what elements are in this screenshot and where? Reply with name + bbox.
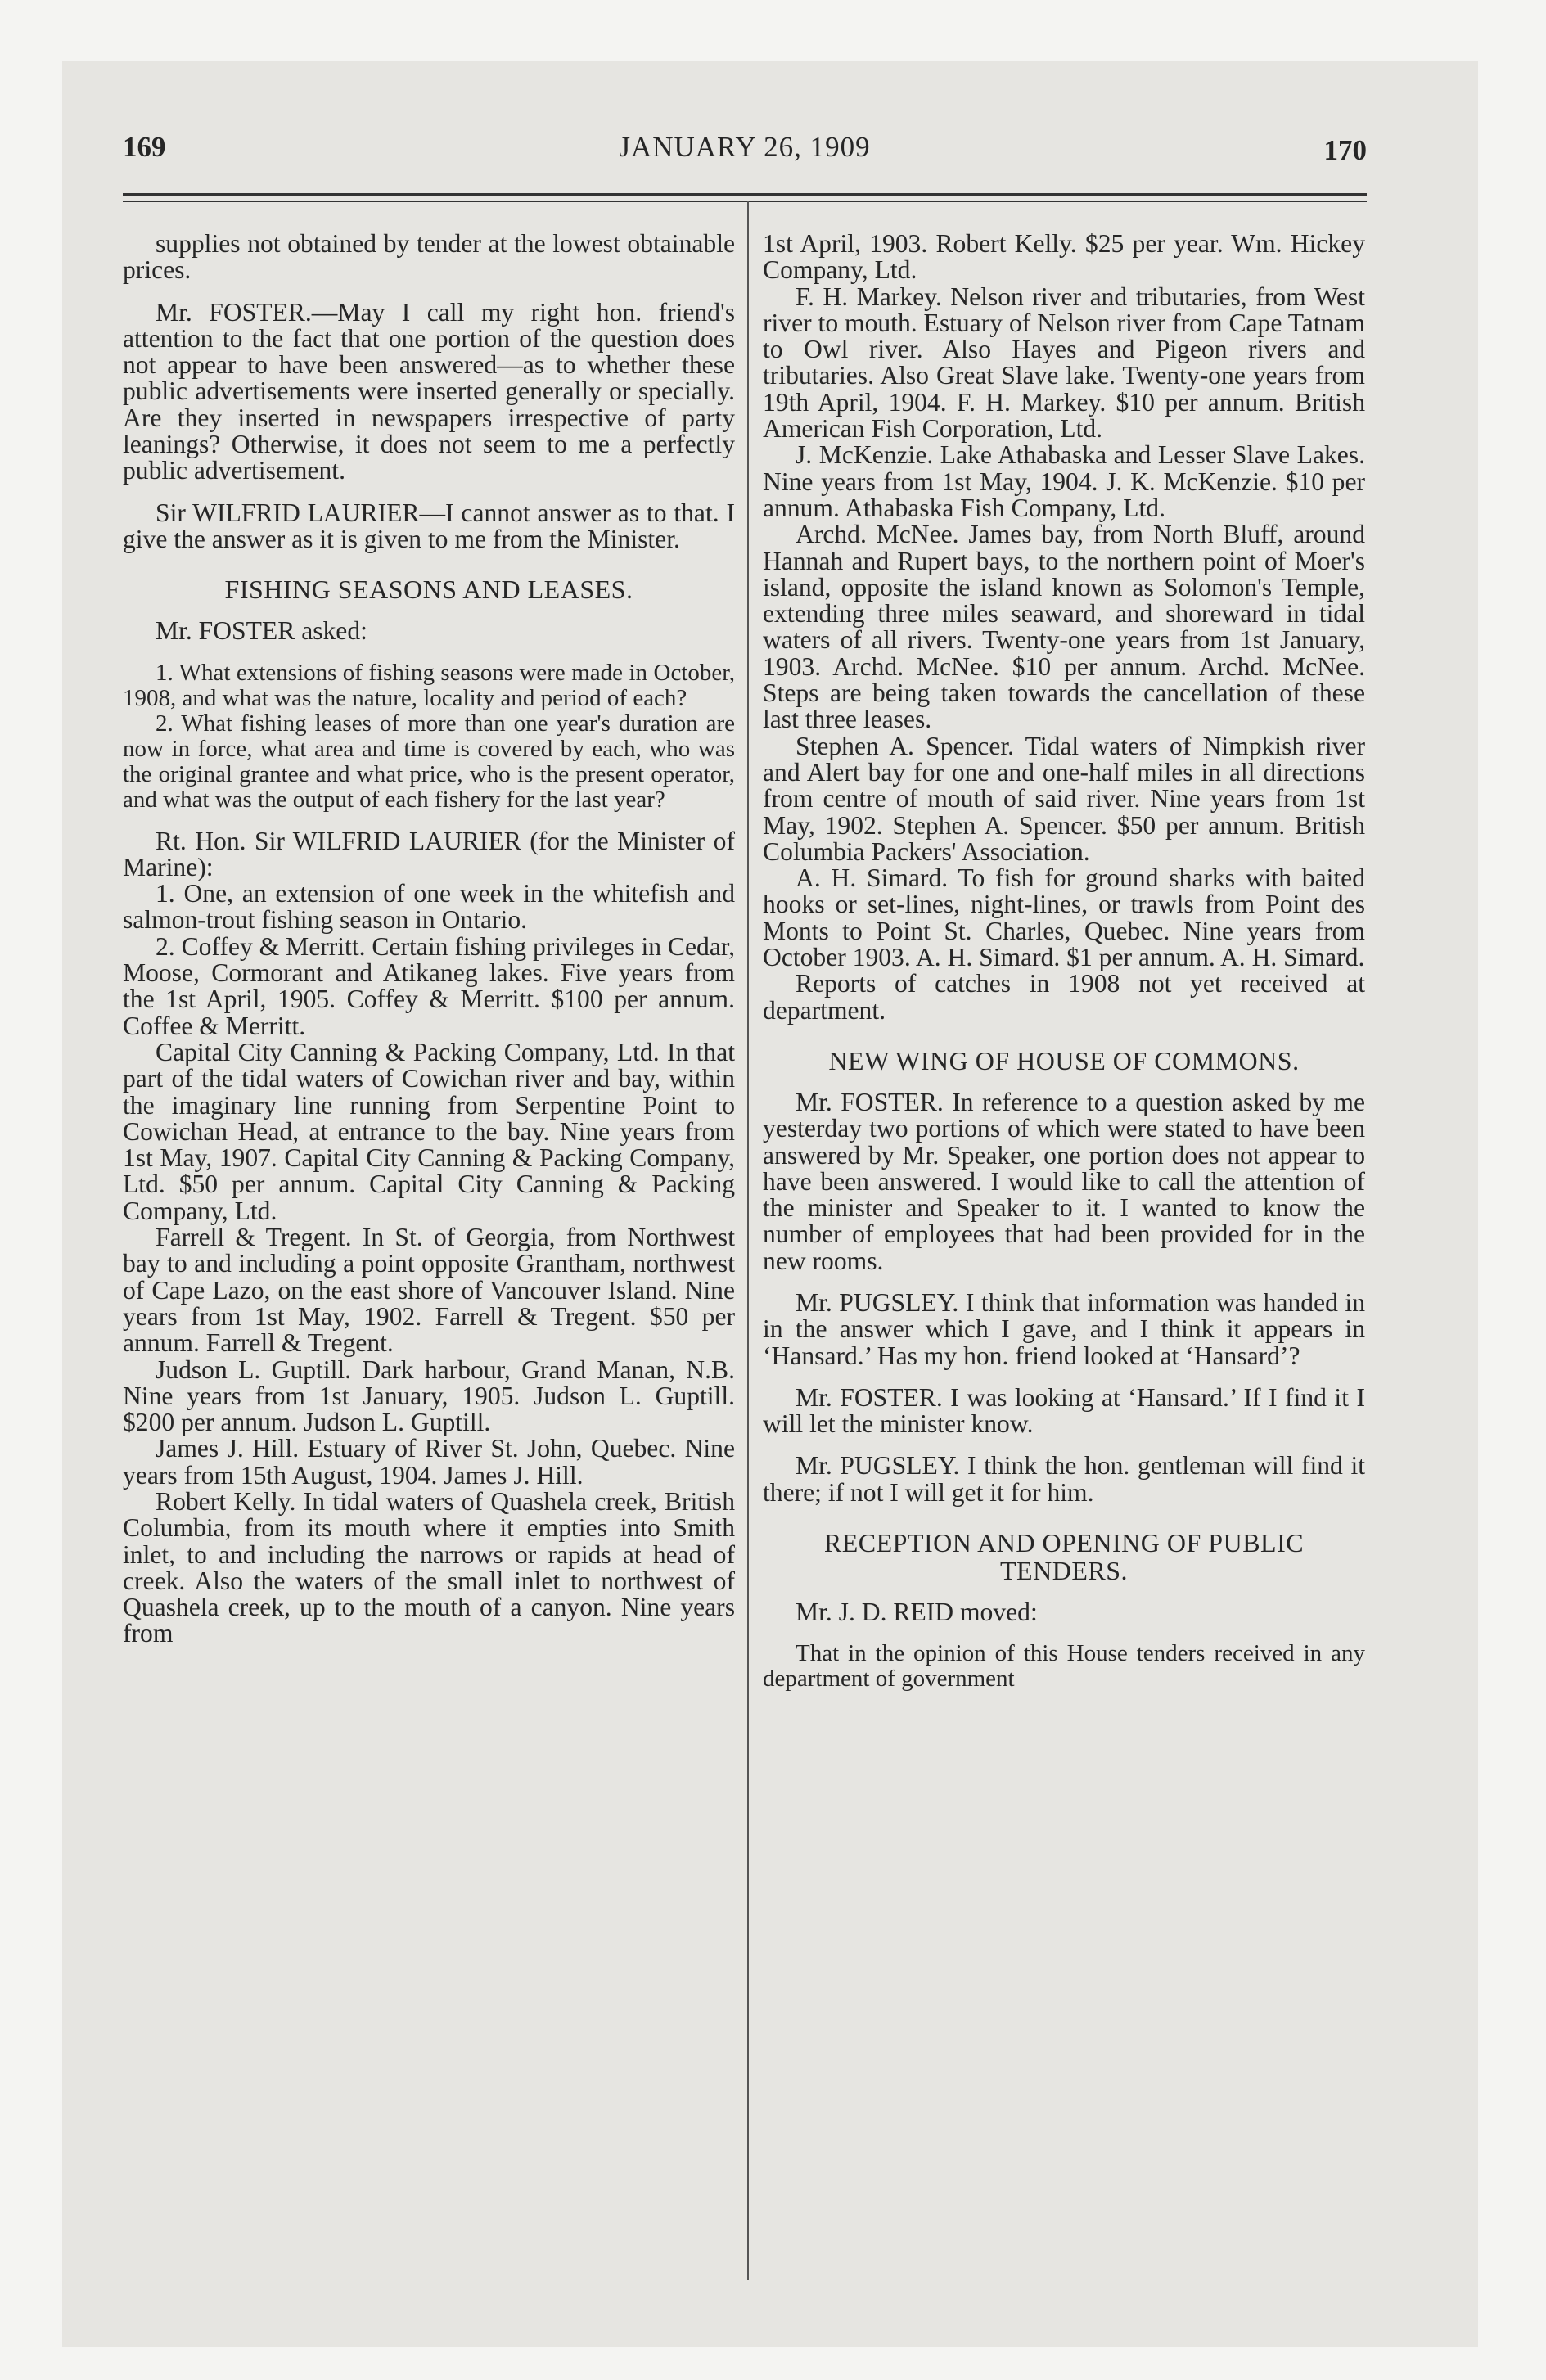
page-number-left: 169 xyxy=(123,131,166,163)
left-column xyxy=(123,231,735,1648)
paragraph: 1st April, 1903. Robert Kelly. $25 per year. Wm. Hickey Company, Ltd. xyxy=(763,229,1365,285)
paragraph: J. McKenzie. Lake Athabaska and Lesser Slave Lakes. Nine years from 1st May, 1904. J. K. McKenzie. $10 per annum. Athabaska Fish Company, Ltd. xyxy=(763,440,1365,522)
paragraph: Mr. PUGSLEY. I think the hon. gentleman will find it there; if not I will get it for him. xyxy=(763,1451,1365,1507)
paragraph: 1. One, an extension of one week in the whitefish and salmon-trout fishing season in Ontario. xyxy=(123,879,735,935)
paragraph: Mr. FOSTER. In reference to a question asked by me yesterday two portions of which were stated to have been answered by Mr. Speaker, one portion does not appear to have been answered. I would like to call the attention of the minister and Speaker to it. I wanted to know the number of employees that had been provided for in the new rooms. xyxy=(763,1087,1365,1275)
section-heading-new-wing: NEW WING OF HOUSE OF COMMONS. xyxy=(828,1045,1300,1075)
paragraph: Farrell & Tregent. In St. of Georgia, from Northwest bay to and including a point opposite Grantham, northwest of Cape Lazo, on the east shore of Vancouver Island. Nine years from 1st May, 1902. Farrell & Tregent. $50 per annum. Farrell & Tregent. xyxy=(123,1223,735,1358)
paragraph: Stephen A. Spencer. Tidal waters of Nimpkish river and Alert bay for one and one-half miles in all directions from centre of mouth of said river. Nine years from 1st May, 1902. Stephen A. Spencer. $50 per annum. British Columbia Packers' Association. xyxy=(763,731,1365,866)
paragraph: Archd. McNee. James bay, from North Bluff, around Hannah and Rupert bays, to the northern point of Moer's island, opposite the island known as Solomon's Temple, extending three miles seaward, and shoreward in tidal waters of all rivers. Twenty-one years from 1st January, 1903. Archd. McNee. $10 per annum. Archd. McNee. Steps are being taken towards the cancellation of these last three leases. xyxy=(763,520,1365,734)
paragraph: Reports of catches in 1908 not yet received at department. xyxy=(763,969,1365,1025)
paragraph: Mr. FOSTER. I was looking at ‘Hansard.’ If I find it I will let the minister know. xyxy=(763,1382,1365,1439)
right-column xyxy=(763,231,1365,1692)
column-divider xyxy=(747,201,749,2280)
page-date-title: JANUARY 26, 1909 xyxy=(619,131,871,163)
paragraph: James J. Hill. Estuary of River St. John, Quebec. Nine years from 15th August, 1904. James J. Hill. xyxy=(123,1434,735,1490)
page-header xyxy=(123,131,1367,172)
section-heading-public-tenders: RECEPTION AND OPENING OF PUBLIC TENDERS. xyxy=(823,1528,1305,1586)
header-rule-thin xyxy=(123,201,1367,202)
page-number-right: 170 xyxy=(1323,134,1367,166)
question-text: 2. What fishing leases of more than one year's duration are now in force, what area and time is covered by each, who was the original grantee and what price, who is the present operator, and what was the output of each fishery for the last year? xyxy=(123,710,735,813)
paragraph: A. H. Simard. To fish for ground sharks with baited hooks or set-lines, night-lines, or trawls from Point des Monts to Point St. Charles, Quebec. Nine years from October 1903. A. H. Simard. $1 per annum. A. H. Simard. xyxy=(763,863,1365,972)
header-rule-thick xyxy=(123,193,1367,196)
paragraph: 2. Coffey & Merritt. Certain fishing privileges in Cedar, Moose, Cormorant and Atikaneg lakes. Five years from the 1st April, 1905. Coffey & Merritt. $100 per annum. Coffee & Merritt. xyxy=(123,931,735,1040)
paragraph: Sir WILFRID LAURIER—I cannot answer as to that. I give the answer as it is given to me from the Minister. xyxy=(123,498,735,553)
paragraph: Robert Kelly. In tidal waters of Quashela creek, British Columbia, from its mouth where it empties into Smith inlet, to and including the narrows or rapids at head of creek. Also the waters of the small inlet to northwest of Quashela creek, up to the mouth of a canyon. Nine years from xyxy=(123,1486,735,1648)
paragraph: F. H. Markey. Nelson river and tributaries, from West river to mouth. Estuary of Nelson river from Cape Tatnam to Owl river. Also Hayes and Pigeon rivers and tributaries. Also Great Slave lake. Twenty-one years from 19th April, 1904. F. H. Markey. $10 per annum. British American Fish Corporation, Ltd. xyxy=(763,282,1365,444)
paragraph: Mr. FOSTER asked: xyxy=(156,616,367,646)
paragraph: Capital City Canning & Packing Company, Ltd. In that part of the tidal waters of Cowichan river and bay, within the imaginary line running from Serpentine Point to Cowichan Head, at entrance to the bay. Nine years from 1st May, 1907. Capital City Canning & Packing Company, Ltd. $50 per annum. Capital City Canning & Packing Company, Ltd. xyxy=(123,1037,735,1225)
motion-text: That in the opinion of this House tenders received in any department of government xyxy=(763,1640,1365,1693)
section-heading-fishing-seasons: FISHING SEASONS AND LEASES. xyxy=(224,575,633,605)
paragraph: Judson L. Guptill. Dark harbour, Grand Manan, N.B. Nine years from 1st January, 1905. Judson L. Guptill. $200 per annum. Judson L. Guptill. xyxy=(123,1355,735,1437)
question-text: 1. What extensions of fishing seasons were made in October, 1908, and what was the nature, locality and period of each? xyxy=(123,659,735,711)
paragraph: supplies not obtained by tender at the lowest obtainable prices. xyxy=(123,229,735,285)
paragraph: Mr. PUGSLEY. I think that information was handed in in the answer which I gave, and I think it appears in ‘Hansard.’ Has my hon. friend looked at ‘Hansard’? xyxy=(763,1287,1365,1370)
paragraph: Mr. J. D. REID moved: xyxy=(796,1598,1038,1627)
paragraph: Mr. FOSTER.—May I call my right hon. friend's attention to the fact that one portion of the question does not appear to have been answered—as to whether these public advertisements were inserted generally or specially. Are they inserted in newspapers irrespective of party leanings? Otherwise, it does not seem to me a perfectly public advertisement. xyxy=(123,297,735,485)
paragraph: Rt. Hon. Sir WILFRID LAURIER (for the Minister of Marine): xyxy=(123,826,735,881)
